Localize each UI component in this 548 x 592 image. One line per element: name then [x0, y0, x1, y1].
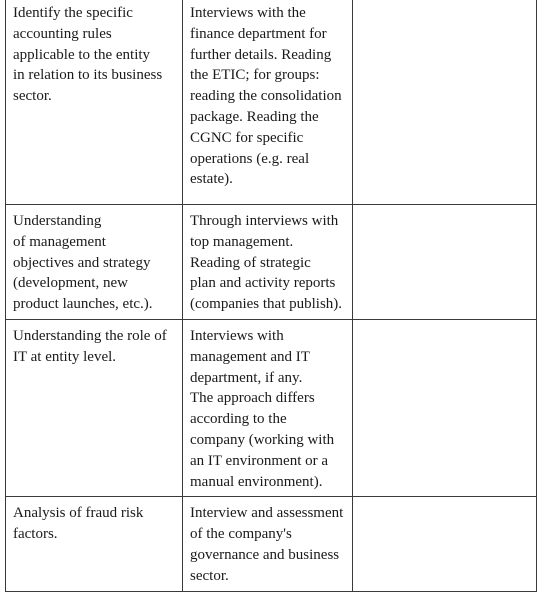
table-row [6, 0, 537, 205]
task-cell: Understanding the role of IT at entity level. [6, 319, 183, 496]
task-cell: Analysis of fraud risk factors. [6, 497, 183, 591]
method-cell: Interviews with management and IT department, if any. The approach differs according to the company (working with an IT environment or a manual environment). [183, 319, 353, 496]
method-cell: Interview and assessment of the company's governance and business sector. [183, 497, 353, 591]
table-row [6, 319, 537, 496]
notes-cell [353, 319, 537, 496]
table-body [6, 0, 537, 591]
notes-cell [353, 205, 537, 320]
method-cell: Through interviews with top management. Reading of strategic plan and activity reports (companies that publish). [183, 205, 353, 320]
method-cell: Interviews with the finance department for further details. Reading the ETIC; for groups: reading the consolidation package. Reading the CGNC for specific operations (e.g. real estate). [183, 0, 353, 205]
audit-procedures-table [5, 0, 537, 592]
notes-cell [353, 497, 537, 591]
task-cell: Identify the specific accounting rules applicable to the entity in relation to its business sector. [6, 0, 183, 205]
table-row [6, 497, 537, 591]
task-cell: Understanding of management objectives and strategy (development, new product launches, etc.). [6, 205, 183, 320]
notes-cell [353, 0, 537, 205]
table-row [6, 205, 537, 320]
